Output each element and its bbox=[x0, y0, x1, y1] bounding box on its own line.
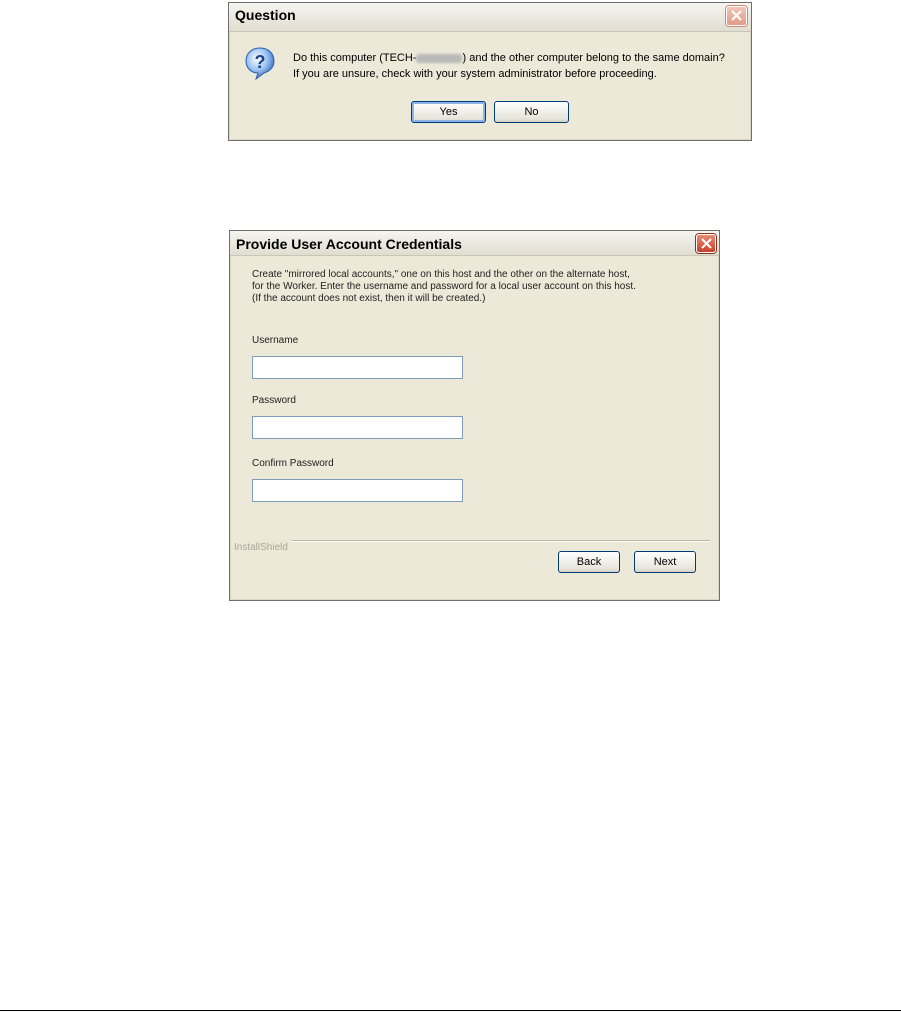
password-field[interactable] bbox=[252, 416, 463, 439]
credentials-close-button[interactable] bbox=[696, 234, 716, 253]
description-line-3: (If the account does not exist, then it will be created.) bbox=[252, 293, 486, 304]
svg-text:?: ? bbox=[254, 52, 266, 72]
back-button[interactable]: Back bbox=[558, 551, 620, 573]
question-dialog bbox=[228, 2, 752, 141]
username-label: Username bbox=[252, 335, 299, 346]
yes-button[interactable]: Yes bbox=[411, 101, 486, 123]
password-label: Password bbox=[252, 395, 296, 406]
redacted-computer-name bbox=[416, 54, 462, 63]
separator bbox=[292, 540, 710, 542]
close-icon bbox=[701, 238, 712, 249]
installshield-label: InstallShield bbox=[234, 542, 288, 553]
question-title-bar[interactable] bbox=[229, 3, 751, 32]
description-line-2: for the Worker. Enter the username and password for a local user account on this host. bbox=[252, 281, 636, 292]
confirm-password-label: Confirm Password bbox=[252, 458, 334, 469]
question-close-button[interactable] bbox=[726, 6, 747, 26]
question-line-2: If you are unsure, check with your system administrator before proceeding. bbox=[293, 68, 657, 80]
credentials-title-bar[interactable] bbox=[230, 231, 719, 256]
confirm-password-field[interactable] bbox=[252, 479, 463, 502]
username-field[interactable] bbox=[252, 356, 463, 379]
credentials-dialog bbox=[229, 230, 720, 601]
next-button[interactable]: Next bbox=[634, 551, 696, 573]
no-button[interactable]: No bbox=[494, 101, 569, 123]
question-title: Question bbox=[235, 7, 296, 23]
question-line-1-start: Do this computer (TECH- bbox=[293, 52, 417, 64]
question-line-1 bbox=[293, 50, 725, 66]
question-line-1-end: ) and the other computer belong to the same domain? bbox=[462, 52, 725, 64]
question-mark-icon bbox=[244, 46, 276, 80]
close-icon bbox=[731, 10, 742, 21]
credentials-title: Provide User Account Credentials bbox=[236, 236, 462, 252]
page-bottom-rule bbox=[0, 1010, 901, 1011]
description-line-1: Create "mirrored local accounts," one on this host and the other on the alternate host, bbox=[252, 269, 630, 280]
